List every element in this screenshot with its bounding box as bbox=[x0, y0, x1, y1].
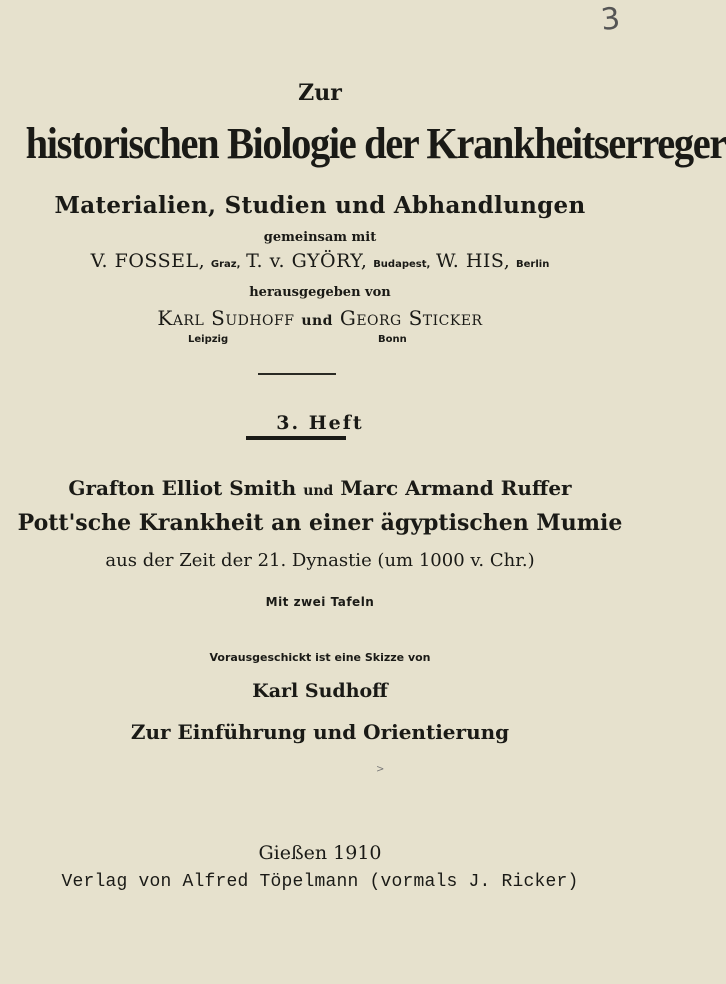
issue-author: Marc Armand Ruffer bbox=[340, 476, 572, 500]
series-title: historischen Biologie der Krankheitserreger bbox=[25, 119, 726, 168]
collaborator-city: Graz, bbox=[210, 259, 241, 270]
editor-join: und bbox=[301, 313, 333, 329]
collaborator-name: W. HIS, bbox=[436, 250, 511, 272]
collaborator-city: Budapest, bbox=[373, 259, 431, 270]
editor-name: Georg Sticker bbox=[339, 306, 483, 330]
editors-intro: herausgegeben von bbox=[249, 285, 391, 300]
collaborator-name: T. v. GYÖRY, bbox=[246, 250, 368, 272]
collaborators-intro: gemeinsam mit bbox=[263, 230, 377, 245]
collaborators-line bbox=[0, 250, 640, 272]
preface-author: Karl Sudhoff bbox=[252, 680, 388, 702]
preface-title: Zur Einführung und Orientierung bbox=[130, 720, 510, 744]
stray-print-mark: > bbox=[376, 764, 385, 775]
editor-city: Bonn bbox=[378, 334, 407, 345]
editor-city: Leipzig bbox=[188, 334, 229, 345]
collaborator-name: V. FOSSEL, bbox=[90, 250, 206, 272]
handwritten-page-number: 3 bbox=[599, 1, 622, 38]
editors-line bbox=[0, 306, 640, 330]
issue-plates: Mit zwei Tafeln bbox=[265, 595, 375, 609]
issue-author-join: und bbox=[303, 483, 334, 499]
issue-period: aus der Zeit der 21. Dynastie (um 1000 v. Chr.) bbox=[105, 550, 535, 571]
collaborator-city: Berlin bbox=[516, 259, 550, 270]
issue-title: Pott'sche Krankheit an einer ägyptischen Mumie bbox=[17, 510, 623, 536]
imprint-publisher: Verlag von Alfred Töpelmann (vormals J. Ricker) bbox=[61, 872, 579, 892]
issue-authors bbox=[0, 476, 640, 500]
separator-rule bbox=[258, 373, 336, 375]
issue-label: 3. Heft bbox=[276, 412, 364, 434]
series-subtitle: Materialien, Studien und Abhandlungen bbox=[54, 192, 586, 219]
preface-intro: Vorausgeschickt ist eine Skizze von bbox=[209, 651, 431, 664]
issue-underline bbox=[246, 436, 346, 440]
series-pretitle: Zur bbox=[298, 80, 342, 106]
issue-author: Grafton Elliot Smith bbox=[68, 476, 297, 500]
editor-name: Karl Sudhoff bbox=[157, 306, 295, 330]
imprint-place-year: Gießen 1910 bbox=[258, 842, 382, 864]
